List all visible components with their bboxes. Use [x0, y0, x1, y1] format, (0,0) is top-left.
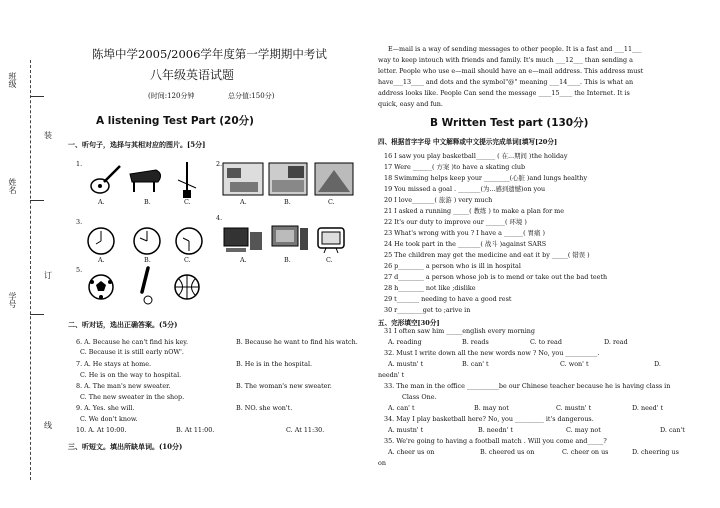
q20: 20 I love_______( 旅游 ) very much — [384, 196, 493, 204]
g1-label-b: B. — [144, 198, 151, 206]
computer-b-image — [270, 224, 310, 254]
group-2-number: 2. — [216, 160, 223, 168]
q19: 19 You missed a goal . _______(为...感到遗憾)on you — [384, 185, 546, 193]
q33-option-c: C. mustn' t — [556, 404, 592, 412]
q28: 28 h________ not like ;dislike — [384, 284, 476, 292]
q33: 33. The man in the office __________be our Chinese teacher because he is having class in — [384, 382, 671, 390]
guitar-image — [86, 162, 126, 196]
q9-option-c: C. We don't know. — [80, 415, 138, 423]
q7-option-a: 7. A. He stays at home. — [76, 360, 152, 368]
q9-option-b: B. NO. she won't. — [236, 404, 293, 412]
office-image — [268, 162, 308, 196]
q6-option-a: 6. A. Because he can't find his key. — [76, 338, 189, 346]
q32-option-a: A. mustn' t — [388, 360, 424, 368]
g4-label-c: C. — [326, 256, 333, 264]
g4-label-b: B. — [284, 256, 291, 264]
erhu-icon — [178, 162, 196, 198]
q35-option-c: C. cheer on us — [562, 448, 609, 456]
group-3-number: 3. — [76, 218, 83, 226]
class-label: 班级 — [8, 72, 17, 88]
q8-option-b: B. The woman's new sweater. — [236, 382, 332, 390]
q10-option-b: B. At 11:00. — [176, 426, 215, 434]
g3-label-a: A. — [98, 256, 105, 264]
q25: 25 The children may get the medicine and eat it by _____( 错误 ) — [384, 251, 590, 259]
id-underline — [30, 314, 44, 315]
passage-line-2: way to keep intouch with friends and family. It's much ___12___ than sending a — [378, 56, 633, 64]
section-1-title: 一、听句子，选择与其相对应的图片。[5分] — [68, 140, 206, 149]
section-5-title: 五、完形填空[30分] — [378, 319, 440, 327]
q26: 26 p________ a person who is ill in hospital — [384, 262, 521, 270]
q24: 24 He took part in the _______( 战斗 )against SARS — [384, 240, 547, 248]
q34-option-c: C. may not — [566, 426, 601, 434]
q33-continued: Class One. — [402, 393, 437, 401]
q8-option-c: C. The new sweater in the shop. — [80, 393, 185, 401]
q7-option-c: C. He is on the way to hospital. — [80, 371, 182, 379]
q7-option-b: B. He is in the hospital. — [236, 360, 313, 368]
baseball-bat-icon — [142, 268, 152, 304]
exam-subject-title: 八年级英语试题 — [150, 68, 235, 82]
guitar-icon — [91, 166, 120, 193]
q6-option-c: C. Because it is still early nOW'. — [80, 348, 184, 356]
name-underline — [30, 200, 44, 201]
clock-icon — [176, 228, 202, 254]
q31-option-a: A. reading — [388, 338, 422, 346]
group-5-number: 5. — [76, 266, 83, 274]
classroom-icon — [223, 163, 263, 195]
clock-a-image — [86, 226, 116, 256]
piano-image — [128, 164, 166, 194]
exam-total-score: 总分值:150分) — [228, 92, 275, 100]
part-a-title: A listening Test Part (20分) — [96, 115, 254, 127]
q9-option-a: 9. A. Yes. she will. — [76, 404, 135, 412]
q34-option-a: A. mustn' t — [388, 426, 424, 434]
passage-line-4: have___13____ and dots and the symbol"@" meaning ___14____. This is what an — [378, 78, 634, 86]
street-icon — [315, 163, 353, 195]
passage-line-1: E—mail is a way of sending messages to other people. It is a fast and ___11___ — [388, 45, 642, 53]
binding-dashed-line — [30, 60, 31, 480]
section-4-title: 四、根据首字字母 中文解释或中文提示完成单词[填写[20分] — [378, 138, 558, 146]
bind-mark-ding: 订 — [44, 271, 52, 280]
q27: 27 d________ a person whose job is to mend or take out the bad teeth — [384, 273, 608, 281]
q16: 16 I saw you play basketball______ ( 在...期间 )the holiday — [384, 152, 568, 160]
group-1-number: 1. — [76, 160, 83, 168]
q23: 23 What's wrong with you ? I have a ______( 胃痛 ) — [384, 229, 545, 237]
q31-option-d: D. read — [604, 338, 628, 346]
q18: 18 Swimming helps keep your ________(心脏 )and lungs healthy — [384, 174, 588, 182]
q33-option-b: B. may not — [474, 404, 509, 412]
television-icon — [318, 228, 344, 253]
computer-icon — [272, 226, 308, 250]
football-icon — [89, 275, 113, 299]
office-icon — [269, 163, 307, 195]
g4-label-a: A. — [240, 256, 247, 264]
q35-option-d-text: on — [378, 459, 386, 467]
q34: 34. May I play basketball here? No, you _________ it's dangerous. — [384, 415, 594, 423]
q10-option-c: C. At 11:30. — [286, 426, 325, 434]
classroom-image — [222, 162, 264, 196]
q30: 30 r________get to ;arive in — [384, 306, 471, 314]
clock-b-image — [132, 226, 162, 256]
q8-option-a: 8. A. The man's new sweater. — [76, 382, 171, 390]
q34-option-b: B. needn' t — [478, 426, 514, 434]
clock-icon — [134, 228, 160, 254]
g3-label-b: B. — [144, 256, 151, 264]
binding-margin — [0, 0, 62, 508]
grand-piano-icon — [130, 170, 161, 192]
group-4-number: 4. — [216, 214, 223, 222]
q35-option-a: A. cheer us on — [388, 448, 435, 456]
exam-time: (时间:120分钟 — [148, 92, 195, 100]
g2-label-c: C. — [328, 198, 335, 206]
g2-label-a: A. — [240, 198, 247, 206]
section-2-title: 二、听对话，选出正确答案。(5分) — [68, 320, 178, 329]
q34-option-d: D. can't — [660, 426, 685, 434]
q35-option-d: D. cheering us — [632, 448, 679, 456]
q32-option-b: B. can' t — [462, 360, 489, 368]
q22: 22 It's our duty to improve our ______( 环境 ) — [384, 218, 527, 226]
q21: 21 I asked a running _____( 教练 ) to make a plan for me — [384, 207, 565, 215]
basketball-image — [172, 272, 202, 302]
q32-option-d: D. — [654, 360, 661, 368]
q33-option-d: D. need' t — [632, 404, 664, 412]
passage-line-5: address looks like. People Can send the message ____15____ the Internet. It is — [378, 89, 630, 97]
q29: 29 t_______ needing to have a good rest — [384, 295, 512, 303]
q6-option-b: B. Because he want to find his watch. — [236, 338, 358, 346]
student-id-label: 学号 — [8, 292, 17, 308]
q31: 31 I often saw him _____english every morning — [384, 327, 535, 335]
bind-mark-xian: 线 — [44, 421, 52, 430]
q32-option-c: C. won' t — [560, 360, 589, 368]
basketball-icon — [175, 275, 199, 299]
bind-mark-zhuang: 装 — [44, 131, 52, 140]
section-3-title: 三、听短文。填出所缺单词。(10分) — [68, 442, 183, 451]
q35-option-b: B. cheered us on — [480, 448, 535, 456]
g2-label-b: B. — [284, 198, 291, 206]
q32-option-d-text: needn' t — [378, 371, 405, 379]
part-b-title: B Written Test part (130分) — [430, 117, 589, 129]
passage-line-3: letter. People who use e—mail should have an e—mail address. This address must — [378, 67, 644, 75]
name-label: 姓名 — [8, 178, 17, 194]
football-image — [86, 272, 116, 302]
baseball-bat-image — [132, 266, 158, 306]
clock-c-image — [174, 226, 204, 256]
computer-icon — [224, 228, 262, 252]
q17: 17 Were ______( 方案 )to have a skating club — [384, 163, 526, 171]
tv-image — [316, 226, 346, 254]
q31-option-c: C. to read — [530, 338, 562, 346]
q32: 32. Must I write down all the new words now ? No, you __________. — [384, 349, 600, 357]
computer-a-image — [222, 226, 266, 254]
g1-label-c: C. — [184, 198, 191, 206]
class-underline — [30, 96, 44, 97]
q35: 35. We're going to having a football match . Will you come and_____? — [384, 437, 607, 445]
exam-school-title: 陈埠中学2005/2006学年度第一学期期中考试 — [92, 47, 327, 61]
erhu-image — [176, 160, 198, 200]
g1-label-a: A. — [98, 198, 105, 206]
clock-icon — [88, 228, 114, 254]
q33-option-a: A. can' t — [388, 404, 415, 412]
g3-label-c: C. — [184, 256, 191, 264]
q31-option-b: B. reads — [462, 338, 489, 346]
passage-line-6: quick, easy and fun. — [378, 100, 443, 108]
q10-option-a: 10. A. At 10:00. — [76, 426, 127, 434]
street-image — [314, 162, 354, 196]
